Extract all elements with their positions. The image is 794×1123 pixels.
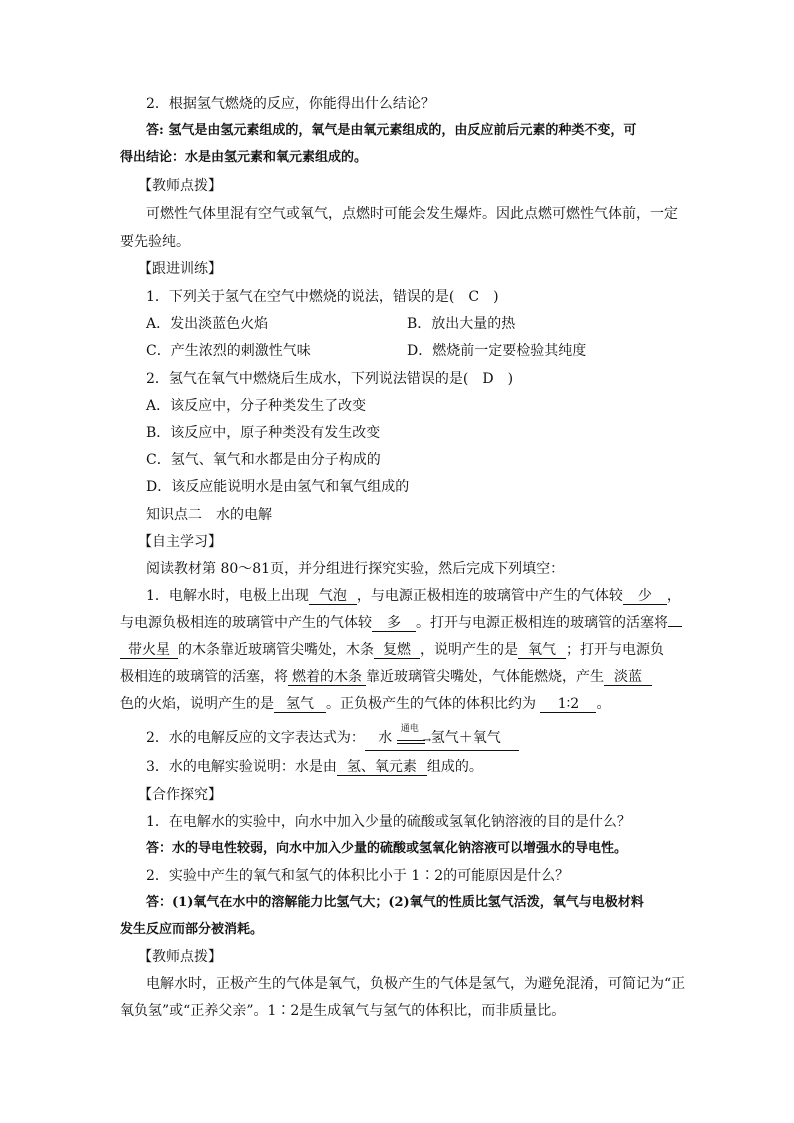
fill-2-text: 2．水的电解反应的文字表达式为： — [146, 730, 365, 746]
training-q1-option-a: A．发出淡蓝色火焰 — [146, 316, 269, 332]
training-q2-option-a: A．该反应中，分子种类发生了改变 — [146, 398, 367, 414]
fill-3-text: 组成的。 — [426, 759, 483, 775]
fill-1-line-3 — [120, 640, 664, 660]
fill-1-blank-rekindle: 复燃 — [374, 642, 420, 659]
fill-1-text: ；打开与电源负 — [566, 642, 664, 658]
teacher-tip-1-line-1: 可燃性气体里混有空气或氧气，点燃时可能会发生爆炸。因此点燃可燃性气体前，一定 — [146, 206, 678, 222]
fill-1-line-2 — [120, 613, 682, 633]
fill-1-text: 。打开与电源正极相连的玻璃管的活塞将 — [416, 615, 668, 631]
fill-1-blank-bubbles: 气泡 — [309, 588, 357, 605]
question-2-title: 2．根据氢气燃烧的反应，你能得出什么结论？ — [146, 96, 435, 112]
training-q2-option-b: B．该反应中，原子种类没有发生改变 — [146, 425, 381, 441]
fill-2-reactant: 水 — [378, 730, 393, 746]
fill-1-text: ， — [666, 588, 681, 604]
question-2-answer-line-1: 答: 氢气是由氢元素组成的，氧气是由氧元素组成的，由反应前后元素的种类不变，可 — [146, 123, 637, 138]
fill-1-line-5 — [120, 694, 610, 714]
fill-1-blank-burning-stick: 燃着的木条 — [288, 669, 366, 686]
inquiry-question-2: 2．实验中产生的氧气和氢气的体积比小于 1∶2的可能原因是什么？ — [146, 868, 570, 884]
fill-1-text: 。 — [596, 696, 611, 712]
teacher-tip-heading-2: 【教师点拨】 — [138, 949, 222, 965]
teacher-tip-2-line-1: 电解水时，正极产生的气体是氧气，负极产生的气体是氢气，为避免混淆，可简记为“正 — [146, 976, 686, 992]
fill-1-text: ，说明产生的是 — [420, 642, 518, 658]
follow-up-training-heading: 【跟进训练】 — [138, 261, 222, 277]
fill-1-blank-pale-blue: 淡蓝 — [604, 669, 652, 686]
fill-1-text: 。正负极产生的气体的体积比约为 — [326, 696, 536, 712]
inquiry-question-1: 1．在电解水的实验中，向水中加入少量的硫酸或氢氧化钠溶液的目的是什么？ — [146, 814, 631, 830]
training-q2-option-c: C．氢气、氧气和水都是由分子构成的 — [146, 452, 381, 468]
fill-1-text: 极相连的玻璃管的活塞，将 — [120, 669, 288, 685]
reading-instruction: 阅读教材第 80～81页，并分组进行探究实验，然后完成下列填空： — [146, 561, 565, 577]
training-q2-option-d: D．该反应能说明水是由氢气和氧气组成的 — [146, 479, 410, 495]
training-q1-option-c: C．产生浓烈的刺激性气味 — [146, 343, 311, 359]
reaction-condition: 通电 — [400, 724, 419, 734]
fill-2-products: 氢气＋氧气 — [430, 730, 501, 746]
fill-1-text: ，与电源正极相连的玻璃管中产生的气体较 — [356, 588, 623, 604]
self-study-heading: 【自主学习】 — [138, 534, 222, 550]
question-2-answer-line-2: 得出结论：水是由氢元素和氧元素组成的。 — [120, 150, 368, 165]
training-question-2: 2．氢气在氧气中燃烧后生成水，下列说法错误的是( D ) — [146, 371, 514, 387]
fill-3-blank-elements: 氢、氧元素 — [337, 759, 427, 776]
fill-1-text: 的木条靠近玻璃管尖嘴处，木条 — [178, 642, 374, 658]
training-question-1: 1．下列关于氢气在空气中燃烧的说法，错误的是( C ) — [146, 289, 499, 305]
knowledge-point-2-heading: 知识点二 水的电解 — [146, 507, 272, 523]
fill-1-blank-more: 多 — [372, 615, 416, 632]
fill-1-blank-oxygen: 氧气 — [518, 642, 566, 659]
fill-1-blank-hydrogen: 氢气 — [274, 696, 326, 713]
reaction-arrow: 通电 → — [397, 730, 431, 750]
fill-3-text: 3．水的电解实验说明：水是由 — [146, 759, 337, 775]
fill-2-line — [146, 724, 519, 751]
fill-1-blank-less: 少 — [623, 588, 667, 605]
fill-1-text: 靠近玻璃管尖嘴处，气体能燃烧，产生 — [366, 669, 604, 685]
fill-1-blank-ratio: 1∶2 — [540, 696, 596, 713]
teacher-tip-2-line-2: 氧负氢”或“正养父亲”。1∶2是生成氧气与氢气的体积比，而非质量比。 — [120, 1003, 566, 1019]
fill-1-line-4 — [120, 667, 652, 687]
fill-1-blank-glowing-stick: 带火星 — [120, 642, 178, 659]
fill-3-line — [146, 757, 483, 777]
training-q1-option-d: D．燃烧前一定要检验其纯度 — [407, 343, 587, 359]
fill-1-text: 1．电解水时，电极上出现 — [146, 588, 309, 604]
fill-1-blank-tail — [668, 626, 682, 627]
cooperative-inquiry-heading: 【合作探究】 — [138, 787, 222, 803]
teacher-tip-heading-1: 【教师点拨】 — [138, 178, 222, 194]
inquiry-answer-2-line-1: 答：(1)氧气在水中的溶解能力比氢气大；(2)氧气的性质比氢气活泼，氧气与电极材料 — [146, 895, 644, 910]
teacher-tip-1-line-2: 要先验纯。 — [120, 234, 190, 250]
fill-1-text: 与电源负极相连的玻璃管中产生的气体较 — [120, 615, 372, 631]
training-q1-option-b: B．放出大量的热 — [407, 316, 516, 332]
inquiry-answer-2-line-2: 发生反应而部分被消耗。 — [120, 922, 264, 937]
inquiry-answer-1: 答：水的导电性较弱，向水中加入少量的硫酸或氢氧化钠溶液可以增强水的导电性。 — [146, 841, 628, 856]
fill-2-answer — [365, 724, 519, 751]
fill-1-line-1 — [146, 586, 681, 606]
fill-1-text: 色的火焰，说明产生的是 — [120, 696, 274, 712]
